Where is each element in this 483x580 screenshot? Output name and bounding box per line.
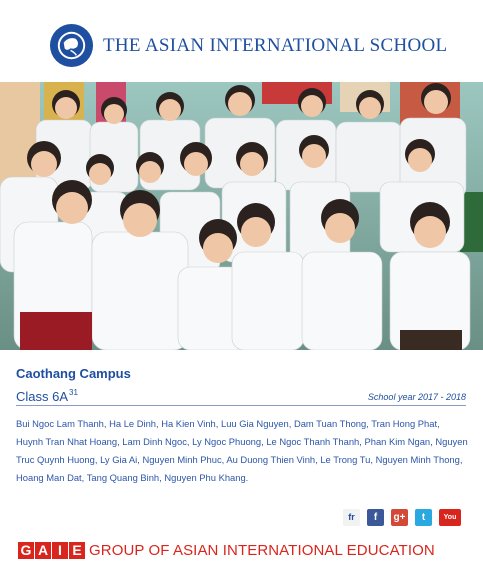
- student-list: Bui Ngoc Lam Thanh, Ha Le Dinh, Ha Kien Vinh, Luu Gia Nguyen, Dam Tuan Thong, Tran Hong Phat, Huynh Tran Nhat Hoang, Lam Dinh Ngoc, Ly Ngoc Phuong, Le Ngoc Thanh Thanh, Phan Kim Ngan, Nguyen Truc Quynh Huong, Ly Gia Ai, Nguyen Minh Phuc, Au Duong Thien Vinh, Le Trong Tu, Nguyen Minh Thong, Hoang Man Dat, Tang Quang Binh, Nguyen Phu Khang.: [16, 418, 468, 483]
- school-name: THE ASIAN INTERNATIONAL SCHOOL: [103, 35, 448, 56]
- gaie-letter: G: [18, 542, 34, 559]
- header: [0, 0, 483, 82]
- school-year: School year 2017 - 2018: [367, 392, 466, 402]
- gaie-letter: I: [52, 542, 68, 559]
- school-logo-icon: [49, 23, 94, 68]
- social-links: [343, 509, 461, 538]
- divider: [16, 405, 466, 406]
- class-name: [16, 388, 78, 404]
- class-label: Class 6A: [16, 389, 69, 404]
- gaie-letter: E: [69, 542, 85, 559]
- google-plus-icon[interactable]: g+: [391, 509, 408, 526]
- footer: [18, 540, 435, 560]
- class-superscript: 31: [69, 388, 78, 397]
- campus-name: Caothang Campus: [16, 366, 131, 381]
- fr-icon[interactable]: fr: [343, 509, 360, 526]
- twitter-icon[interactable]: t: [415, 509, 432, 526]
- class-photo: [0, 82, 483, 350]
- gaie-logo: [18, 542, 85, 559]
- group-name: GROUP OF ASIAN INTERNATIONAL EDUCATION: [89, 541, 435, 559]
- facebook-icon[interactable]: f: [367, 509, 384, 526]
- gaie-letter: A: [35, 542, 51, 559]
- youtube-icon[interactable]: You Tube: [439, 509, 461, 526]
